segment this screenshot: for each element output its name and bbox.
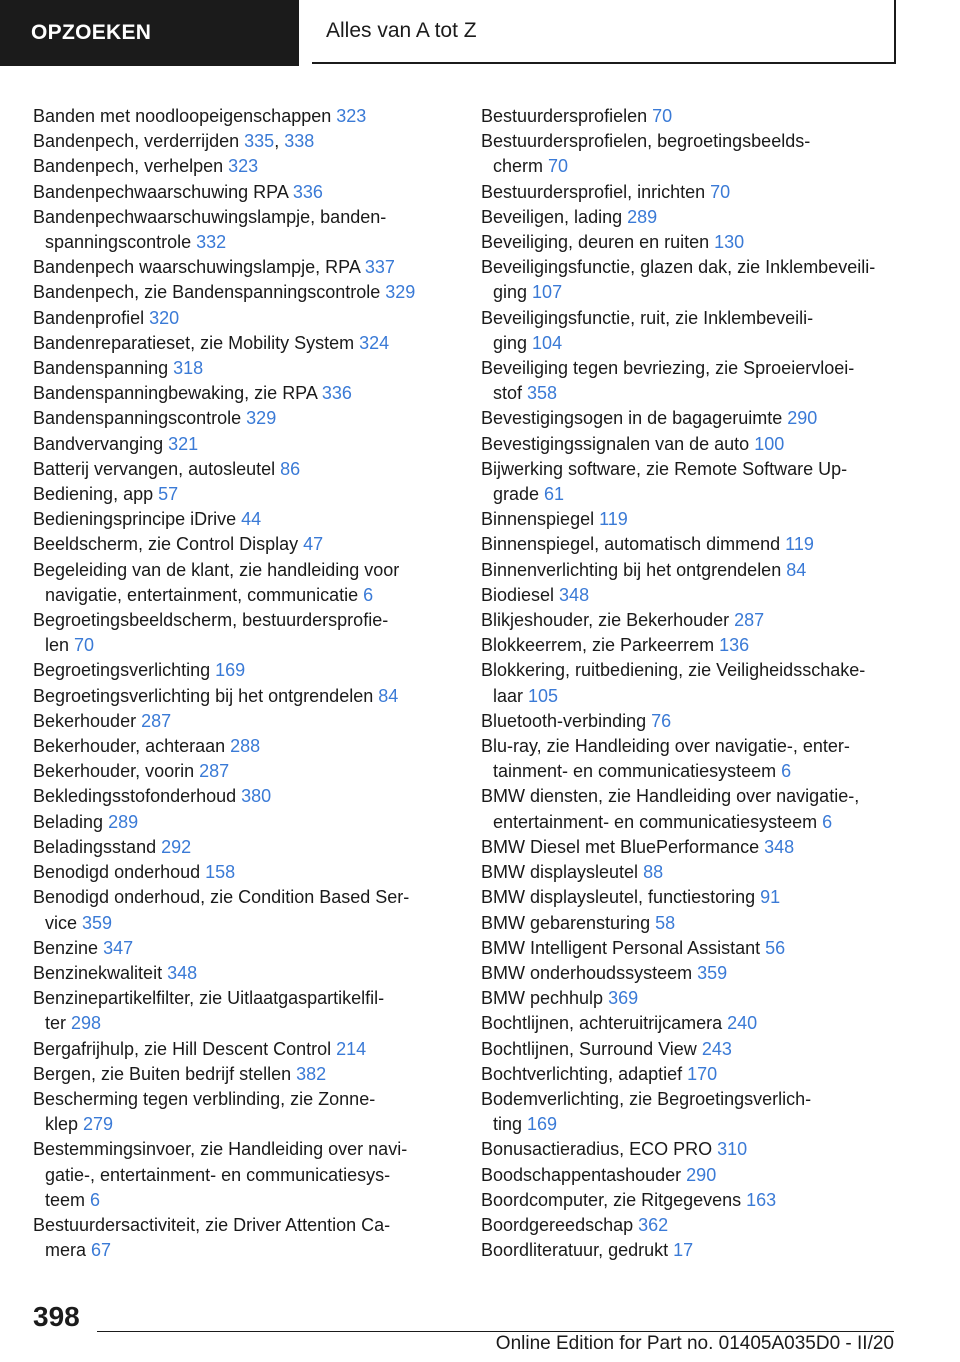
entry-text: Bluetooth-verbinding: [481, 710, 652, 731]
entry-continuation: tainment- en communicatiesysteem: [493, 761, 782, 782]
entry-text: Bestuurdersactiviteit, zie Driver Attention Ca-: [33, 1214, 391, 1235]
page-link[interactable]: 348: [559, 584, 590, 605]
entry-text: Bevestigingsogen in de bagageruimte: [481, 408, 788, 429]
page-link[interactable]: 240: [727, 1013, 758, 1034]
entry-continuation: vice: [45, 912, 83, 933]
page-link[interactable]: 214: [336, 1038, 367, 1059]
page-link[interactable]: 84: [378, 685, 399, 706]
page-link[interactable]: 338: [284, 131, 315, 152]
entry-text: Bestuurdersprofiel, inrichten: [481, 181, 711, 202]
entry-text: Biodiesel: [481, 584, 560, 605]
page-link[interactable]: 318: [173, 358, 204, 379]
page-link[interactable]: 70: [548, 156, 569, 177]
page-link[interactable]: 76: [651, 710, 672, 731]
index-entry: [481, 734, 911, 784]
entry-text: Begroetingsverlichting bij het ontgrendelen: [33, 685, 379, 706]
index-entry: [481, 558, 911, 583]
index-entry: [481, 1163, 911, 1188]
index-entry: [33, 356, 473, 381]
index-column-left: [33, 104, 473, 1263]
entry-text: Begroetingsverlichting: [33, 660, 216, 681]
chapter-title: Alles van A tot Z: [312, 0, 896, 64]
index-entry: [481, 104, 911, 129]
entry-continuation: ging: [493, 332, 533, 353]
page-link[interactable]: 44: [241, 509, 262, 530]
entry-text: Batterij vervangen, autosleutel: [33, 458, 281, 479]
page-link[interactable]: 320: [149, 307, 180, 328]
entry-text: BMW pechhulp: [481, 988, 609, 1009]
entry-text: Bedieningsprincipe iDrive: [33, 509, 242, 530]
entry-continuation: cherm: [493, 156, 549, 177]
index-entry: [33, 961, 473, 986]
entry-text: Bekerhouder: [33, 710, 142, 731]
index-entry: [33, 482, 473, 507]
page-link[interactable]: 243: [701, 1038, 732, 1059]
index-entry: [481, 1037, 911, 1062]
entry-text: Bochtlijnen, Surround View: [481, 1038, 702, 1059]
entry-text: Binnenspiegel: [481, 509, 600, 530]
page-number: 398: [33, 1301, 80, 1332]
entry-text: Bestuurdersprofielen, begroetingsbeelds-: [481, 131, 811, 152]
page-link[interactable]: 288: [230, 736, 261, 757]
page-link[interactable]: 321: [168, 433, 199, 454]
index-entry: [481, 1087, 911, 1137]
index-entry: [481, 835, 911, 860]
index-entry: [33, 936, 473, 961]
entry-text: Bediening, app: [33, 484, 159, 505]
entry-text: Bestuurdersprofielen: [481, 106, 653, 126]
page-link[interactable]: 292: [161, 836, 192, 857]
index-entry: [33, 532, 473, 557]
index-entry: [33, 1213, 473, 1263]
page-link[interactable]: 130: [714, 232, 745, 253]
index-entry: [481, 129, 911, 179]
entry-text: Beveiliging, deuren en ruiten: [481, 232, 715, 253]
page-link[interactable]: 6: [781, 761, 792, 782]
entry-continuation: mera: [45, 1240, 92, 1261]
index-entry: [481, 583, 911, 608]
entry-text: Belading: [33, 811, 109, 832]
entry-text: Bekerhouder, voorin: [33, 761, 200, 782]
index-entry: [481, 1188, 911, 1213]
page-link[interactable]: 310: [717, 1139, 748, 1160]
index-entry: [33, 432, 473, 457]
index-entry: [33, 255, 473, 280]
index-entry: [33, 331, 473, 356]
section-tab[interactable]: OPZOEKEN: [0, 0, 299, 66]
page-link[interactable]: 100: [754, 433, 785, 454]
entry-continuation: ter: [45, 1013, 72, 1034]
page-link[interactable]: 337: [364, 257, 395, 278]
index-entry: [481, 911, 911, 936]
index-entry: [33, 810, 473, 835]
index-entry: [33, 280, 473, 305]
page-link[interactable]: 382: [296, 1063, 327, 1084]
index-entry: [481, 205, 911, 230]
page-link[interactable]: 58: [655, 912, 676, 933]
entry-text: Beveiligen, lading: [481, 206, 628, 227]
page-link[interactable]: 287: [199, 761, 230, 782]
index-entry: [33, 1037, 473, 1062]
index-entry: [481, 507, 911, 532]
page-link[interactable]: 57: [158, 484, 179, 505]
entry-text: Bochtverlichting, adaptief: [481, 1063, 688, 1084]
index-entry: [33, 885, 473, 935]
entry-text: BMW Intelligent Personal Assistant: [481, 937, 766, 958]
index-entry: [33, 709, 473, 734]
page-link[interactable]: 347: [103, 937, 134, 958]
entry-text: Bekerhouder, achteraan: [33, 736, 231, 757]
page-link[interactable]: 289: [627, 206, 658, 227]
entry-text: Beeldscherm, zie Control Display: [33, 534, 304, 555]
index-entry: [33, 104, 473, 129]
footer-divider: [97, 1331, 894, 1332]
page-link[interactable]: 70: [652, 106, 673, 126]
entry-text: Bodemverlichting, zie Begroetingsverlich-: [481, 1088, 812, 1109]
index-entry: [481, 406, 911, 431]
entry-text: Bandenpechwaarschuwing RPA: [33, 181, 293, 202]
entry-text: Banden met noodloopeigenschappen: [33, 106, 337, 126]
index-entry: [33, 860, 473, 885]
page-link[interactable]: 61: [544, 484, 565, 505]
entry-text: Bandenspanningbewaking, zie RPA: [33, 383, 322, 404]
entry-text: Boordgereedschap: [481, 1214, 639, 1235]
page-link[interactable]: 6: [363, 584, 374, 605]
entry-text: Bandenspanning: [33, 358, 174, 379]
entry-text: BMW gebarensturing: [481, 912, 656, 933]
entry-text: Begeleiding van de klant, zie handleiding voor: [33, 559, 400, 580]
index-entry: [481, 356, 911, 406]
index-entry: [481, 230, 911, 255]
entry-text: BMW displaysleutel: [481, 862, 644, 883]
index-entry: [481, 961, 911, 986]
entry-text: Bandenpechwaarschuwingslampje, banden-: [33, 206, 387, 227]
index-entry: [481, 255, 911, 305]
entry-text: Blokkeerrem, zie Parkeerrem: [481, 635, 720, 656]
entry-text: Boordliteratuur, gedrukt: [481, 1240, 674, 1261]
entry-text: Benzinekwaliteit: [33, 962, 168, 983]
page-link[interactable]: 289: [108, 811, 139, 832]
page-header: [0, 0, 960, 66]
entry-text: Benodigd onderhoud, zie Condition Based Ser-: [33, 887, 410, 908]
page-link[interactable]: 290: [686, 1164, 717, 1185]
entry-continuation: ting: [493, 1114, 528, 1135]
index-entry: [33, 684, 473, 709]
entry-text: Bandenprofiel: [33, 307, 150, 328]
page-link[interactable]: 369: [608, 988, 639, 1009]
page-link[interactable]: 84: [786, 559, 807, 580]
entry-text: Bergen, zie Buiten bedrijf stellen: [33, 1063, 297, 1084]
index-column-right: [481, 104, 911, 1263]
page-link[interactable]: 332: [196, 232, 227, 253]
entry-continuation: navigatie, entertainment, communicatie: [45, 584, 364, 605]
entry-continuation: laar: [493, 685, 529, 706]
page-link[interactable]: 105: [528, 685, 559, 706]
entry-continuation: stof: [493, 383, 528, 404]
page-link[interactable]: 336: [321, 383, 352, 404]
page-link[interactable]: 67: [91, 1240, 112, 1261]
index-entry: [481, 1062, 911, 1087]
entry-continuation: spanningscontrole: [45, 232, 197, 253]
index-entry: [481, 306, 911, 356]
index-entry: [481, 633, 911, 658]
page-link[interactable]: 287: [141, 710, 172, 731]
entry-text: Bandenpech, zie Bandenspanningscontrole: [33, 282, 386, 303]
entry-text: Boordcomputer, zie Ritgegevens: [481, 1189, 747, 1210]
page-link[interactable]: 88: [643, 862, 664, 883]
entry-text: Bijwerking software, zie Remote Software Up-: [481, 458, 848, 479]
entry-text: Bescherming tegen verblinding, zie Zonne-: [33, 1088, 376, 1109]
entry-text: BMW diensten, zie Handleiding over navigatie-,: [481, 786, 860, 807]
entry-text: Bergafrijhulp, zie Hill Descent Control: [33, 1038, 337, 1059]
index-entry: [33, 1087, 473, 1137]
index-entry: [33, 658, 473, 683]
index-entry: [33, 1137, 473, 1213]
entry-text: Bandenreparatieset, zie Mobility System: [33, 332, 360, 353]
index-entry: [481, 608, 911, 633]
page-link[interactable]: 170: [687, 1063, 718, 1084]
entry-text: Bandvervanging: [33, 433, 169, 454]
index-entry: [33, 558, 473, 608]
entry-continuation: gatie-, entertainment- en communicatiesys-: [45, 1164, 391, 1185]
page-link[interactable]: 86: [280, 458, 301, 479]
index-entry: [481, 1137, 911, 1162]
index-entry: [33, 1062, 473, 1087]
entry-text: Binnenverlichting bij het ontgrendelen: [481, 559, 787, 580]
page-link[interactable]: 348: [167, 962, 198, 983]
entry-text: Beveiliging tegen bevriezing, zie Sproeiervloei-: [481, 358, 855, 379]
index-entry: [33, 734, 473, 759]
index-entry: [481, 936, 911, 961]
entry-text: Benzinepartikelfilter, zie Uitlaatgaspartikelfil-: [33, 988, 385, 1009]
entry-text: Beveiligingsfunctie, glazen dak, zie Inklembeveili-: [481, 257, 876, 278]
page-link[interactable]: 119: [599, 509, 628, 530]
entry-text: Beveiligingsfunctie, ruit, zie Inklembeveili-: [481, 307, 814, 328]
entry-continuation: entertainment- en communicatiesysteem: [493, 811, 823, 832]
entry-text: Binnenspiegel, automatisch dimmend: [481, 534, 786, 555]
index-entry: [33, 608, 473, 658]
entry-text: Bandenpech, verderrijden: [33, 131, 245, 152]
index-entry: [481, 432, 911, 457]
index-entry: [481, 658, 911, 708]
index-entry: [481, 180, 911, 205]
entry-text: BMW Diesel met BluePerformance: [481, 836, 765, 857]
index-entry: [33, 986, 473, 1036]
page-link[interactable]: 362: [638, 1214, 669, 1235]
page-link[interactable]: 169: [527, 1114, 558, 1135]
index-entry: [33, 406, 473, 431]
page-link[interactable]: 359: [82, 912, 113, 933]
entry-text: Bonusactieradius, ECO PRO: [481, 1139, 718, 1160]
page-link[interactable]: 329: [385, 282, 416, 303]
index-entry: [481, 986, 911, 1011]
entry-continuation: ging: [493, 282, 533, 303]
index-entry: [481, 1011, 911, 1036]
page-link[interactable]: 358: [527, 383, 558, 404]
page-link[interactable]: 348: [764, 836, 795, 857]
index-entry: [33, 381, 473, 406]
entry-text: Blu-ray, zie Handleiding over navigatie-, enter-: [481, 736, 850, 757]
page-link[interactable]: 163: [746, 1189, 777, 1210]
page-link[interactable]: 56: [765, 937, 786, 958]
entry-text: Benodigd onderhoud: [33, 862, 206, 883]
page-link[interactable]: 169: [215, 660, 246, 681]
entry-continuation: teem: [45, 1189, 91, 1210]
page-link[interactable]: 47: [303, 534, 324, 555]
entry-text: Bekledingsstofonderhoud: [33, 786, 242, 807]
entry-text: Benzine: [33, 937, 104, 958]
page-link[interactable]: 298: [71, 1013, 102, 1034]
index-entry: [481, 709, 911, 734]
page-link[interactable]: 17: [673, 1240, 694, 1261]
index-entry: [481, 1238, 911, 1263]
entry-text: BMW displaysleutel, functiestoring: [481, 887, 761, 908]
page-link[interactable]: 290: [787, 408, 818, 429]
index-entry: [33, 457, 473, 482]
index-entry: [33, 154, 473, 179]
page-link[interactable]: 335: [244, 131, 275, 152]
entry-text: Bandenpech, verhelpen: [33, 156, 229, 177]
page-link[interactable]: 287: [734, 610, 765, 631]
page-link[interactable]: 91: [760, 887, 781, 908]
edition-note: Online Edition for Part no. 01405A035D0 - II/20: [495, 1333, 894, 1354]
page-link[interactable]: 119: [785, 534, 814, 555]
index-entry: [481, 885, 911, 910]
index-entry: Bandenpech, verderrijden 335, 338: [33, 131, 315, 152]
index-entry: [33, 759, 473, 784]
page-link[interactable]: 323: [336, 106, 367, 126]
page-link[interactable]: 6: [90, 1189, 101, 1210]
entry-text: Beladingsstand: [33, 836, 162, 857]
entry-text: Bandenspanningscontrole: [33, 408, 247, 429]
index-entry: [33, 180, 473, 205]
index-entry: [33, 835, 473, 860]
index-entry: [481, 532, 911, 557]
page-link[interactable]: 70: [710, 181, 731, 202]
index-entry: [33, 784, 473, 809]
page-link[interactable]: 323: [228, 156, 259, 177]
page-link[interactable]: 107: [532, 282, 563, 303]
index-entry: [33, 507, 473, 532]
entry-text: Boodschappentashouder: [481, 1164, 687, 1185]
entry-text: Bevestigingssignalen van de auto: [481, 433, 755, 454]
page-link[interactable]: 136: [719, 635, 750, 656]
page-link[interactable]: 324: [359, 332, 390, 353]
page-link[interactable]: 279: [83, 1114, 114, 1135]
page-link[interactable]: 380: [241, 786, 272, 807]
entry-text: Bochtlijnen, achteruitrijcamera: [481, 1013, 728, 1034]
index-entry: [481, 784, 911, 834]
entry-continuation: klep: [45, 1114, 84, 1135]
index-entry: [481, 860, 911, 885]
page-link[interactable]: 329: [246, 408, 277, 429]
entry-continuation: grade: [493, 484, 545, 505]
page-link[interactable]: 359: [697, 962, 728, 983]
index-entry: [481, 457, 911, 507]
entry-text: Blokkering, ruitbediening, zie Veiligheidsschake-: [481, 660, 866, 681]
page-link[interactable]: 336: [292, 181, 323, 202]
entry-text: Blikjeshouder, zie Bekerhouder: [481, 610, 735, 631]
entry-text: BMW onderhoudssysteem: [481, 962, 698, 983]
index-entry: [33, 205, 473, 255]
index-entry: [33, 306, 473, 331]
page-link[interactable]: 104: [532, 332, 563, 353]
page-link[interactable]: 158: [205, 862, 236, 883]
entry-text: Bandenpech waarschuwingslampje, RPA: [33, 257, 365, 278]
entry-text: Bestemmingsinvoer, zie Handleiding over navi-: [33, 1139, 408, 1160]
entry-text: Begroetingsbeeldscherm, bestuurdersprofie-: [33, 610, 389, 631]
page-link[interactable]: 70: [74, 635, 95, 656]
page-link[interactable]: 6: [822, 811, 833, 832]
entry-continuation: len: [45, 635, 75, 656]
index-entry: [481, 1213, 911, 1238]
